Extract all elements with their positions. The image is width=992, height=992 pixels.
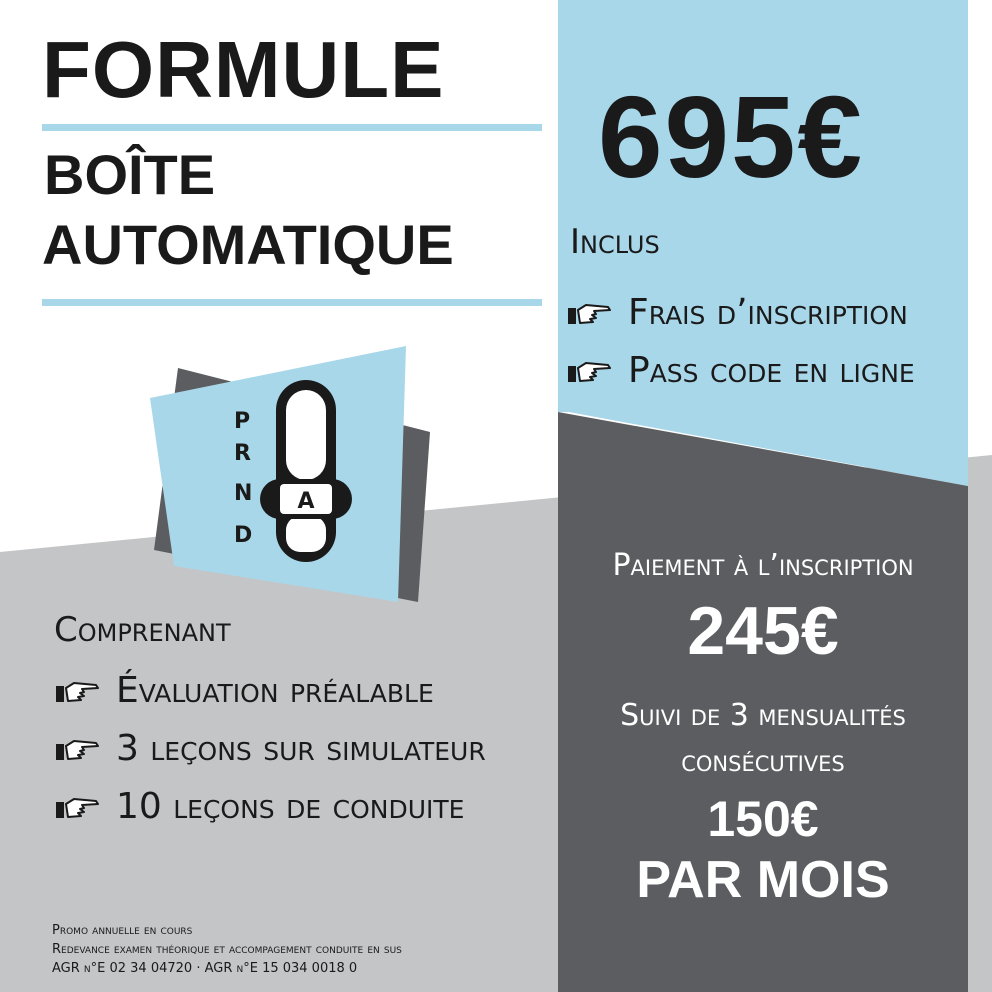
title-separator-bottom (42, 299, 542, 306)
pointing-hand-icon (54, 680, 100, 704)
title-boite: BOÎTE (44, 143, 216, 206)
title-automatique: AUTOMATIQUE (42, 213, 454, 276)
inclus-item (566, 292, 908, 333)
comprenant-item (54, 728, 486, 769)
comprenant-item-label: Évaluation préalable (116, 670, 434, 711)
shifter-letter-d: D (234, 523, 253, 548)
comprenant-item (54, 786, 464, 827)
shifter-mode: A (297, 489, 315, 514)
title-formule: FORMULE (42, 25, 445, 114)
gear-shifter-icon (130, 340, 450, 610)
comprenant-item-label: 3 leçons sur simulateur (116, 728, 486, 769)
comprenant-item-label: 10 leçons de conduite (116, 786, 465, 827)
title-separator-top (42, 124, 542, 131)
payment-followup-line2: consécutives (681, 744, 845, 779)
inclus-item-label: Frais d’inscription (628, 292, 908, 333)
pointing-hand-icon (566, 302, 612, 326)
shifter-letter-r: R (234, 441, 251, 466)
payment-followup-line1: Suivi de 3 mensualités (620, 698, 906, 733)
payment-monthly-unit: PAR MOIS (636, 851, 890, 909)
pointing-hand-icon (54, 796, 100, 820)
comprenant-heading: Comprenant (54, 610, 231, 650)
payment-monthly-amount: 150€ (707, 791, 819, 847)
shifter-letter-n: N (234, 481, 253, 506)
inclus-heading: Inclus (570, 222, 660, 262)
shifter-letter-p: P (234, 409, 251, 434)
inclus-item (566, 350, 915, 391)
footer-redevance: Redevance examen théorique et accompagement conduite en sus (52, 942, 402, 957)
comprenant-item (54, 670, 434, 711)
footer-agr: AGR n°E 02 34 04720 · AGR n°E 15 034 0018 0 (52, 961, 358, 976)
payment-heading: Paiement à l’inscription (612, 548, 914, 583)
main-price: 695€ (598, 72, 865, 202)
inclus-item-label: Pass code en ligne (628, 350, 915, 391)
footer-promo: Promo annuelle en cours (52, 923, 193, 938)
pointing-hand-icon (54, 738, 100, 762)
pointing-hand-icon (566, 360, 612, 384)
payment-first-amount: 245€ (687, 593, 839, 669)
